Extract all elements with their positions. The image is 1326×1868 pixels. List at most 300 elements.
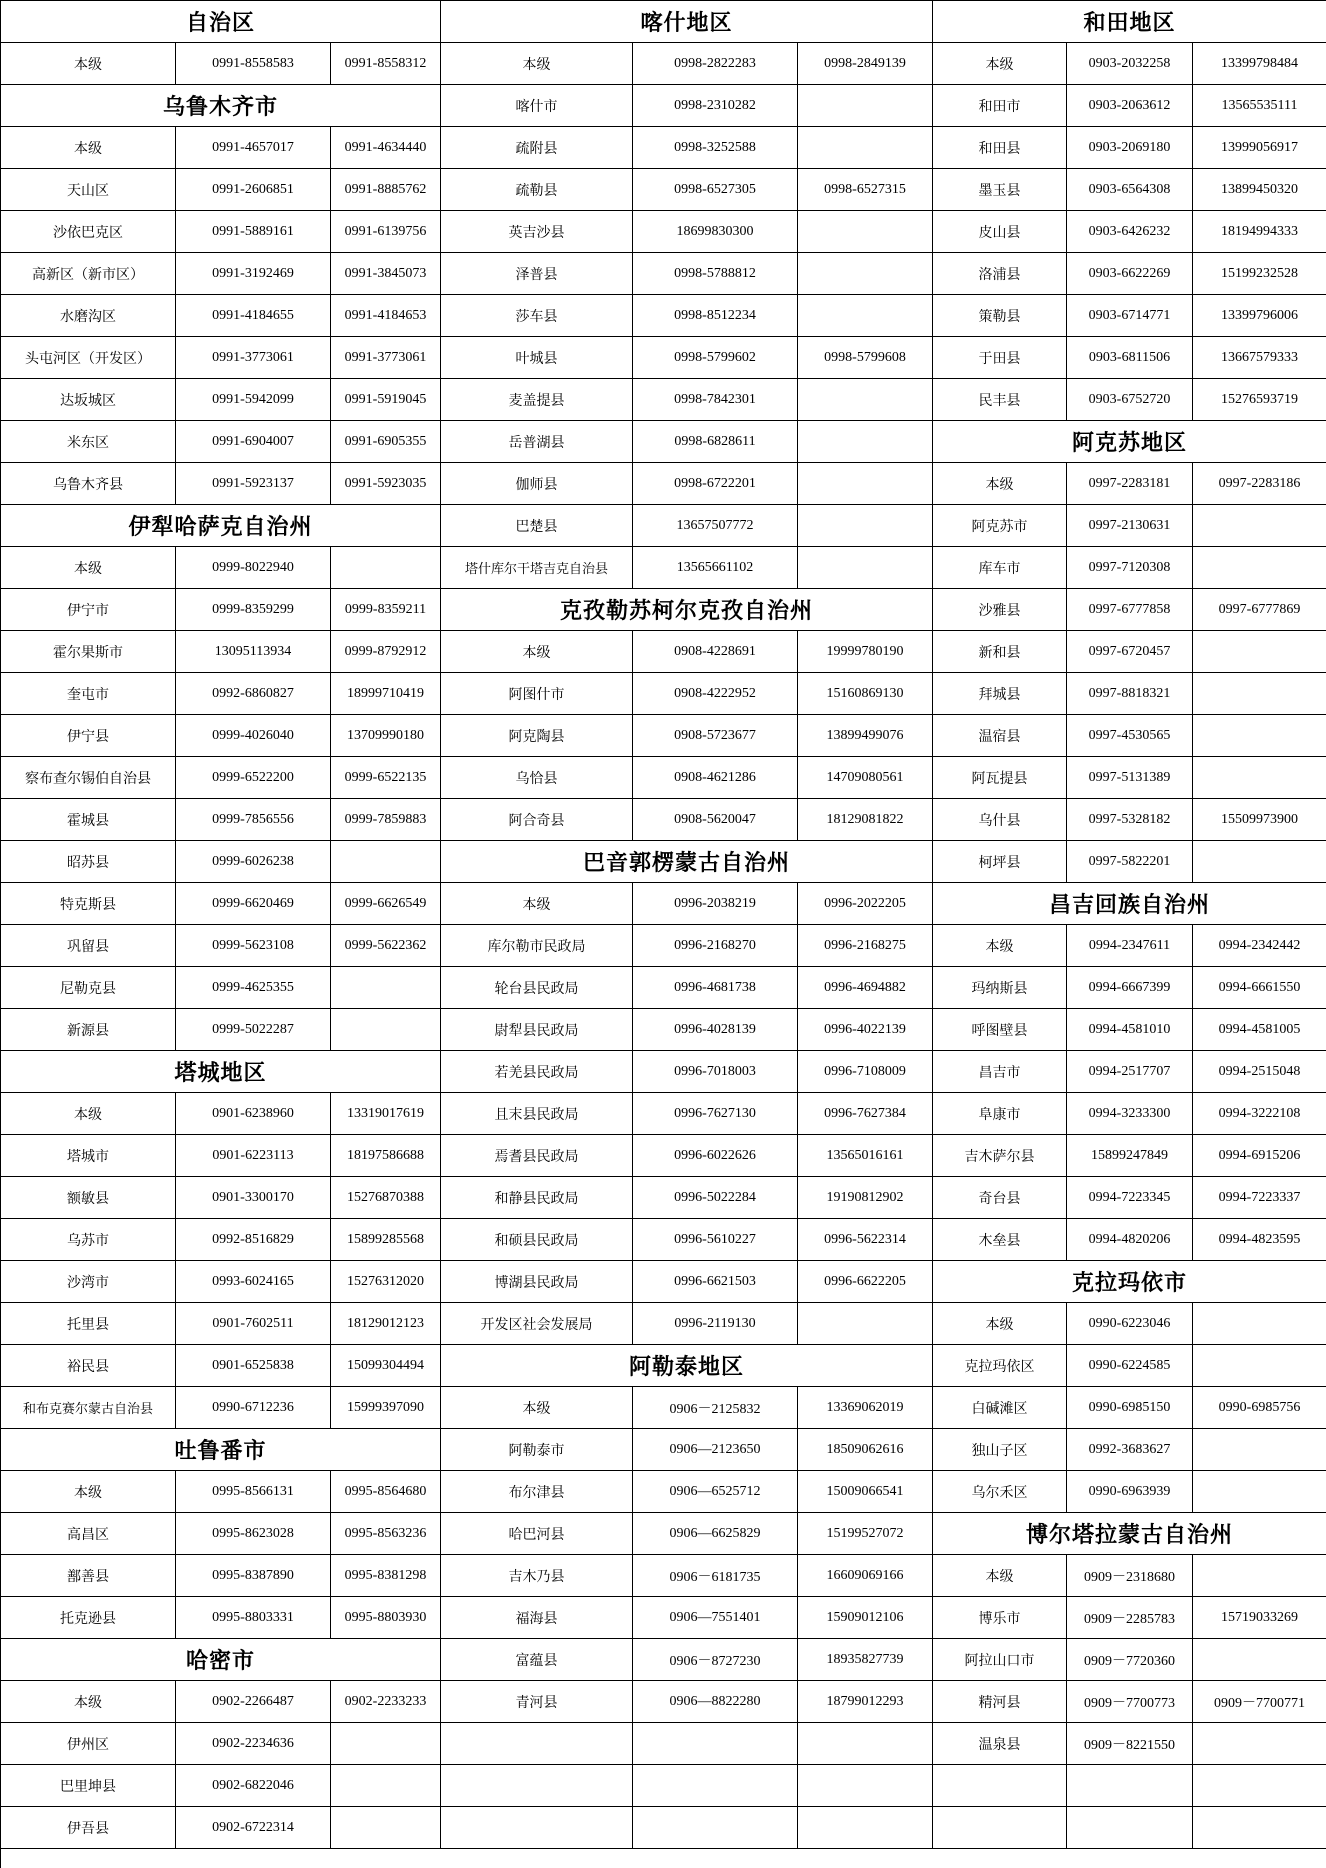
alt-phone-cell: 15719033269 xyxy=(1193,1597,1326,1639)
unit-name-cell: 克拉玛依区 xyxy=(933,1345,1067,1387)
unit-name-cell: 阿瓦提县 xyxy=(933,757,1067,799)
unit-name-cell: 博湖县民政局 xyxy=(441,1261,633,1303)
section-header: 哈密市 xyxy=(1,1639,441,1681)
unit-name-cell: 博乐市 xyxy=(933,1597,1067,1639)
phone-cell: 0999-4625355 xyxy=(176,967,331,1009)
phone-cell: 0999-6522200 xyxy=(176,757,331,799)
phone-cell: 0998-5799602 xyxy=(633,337,798,379)
unit-name-cell: 本级 xyxy=(441,883,633,925)
unit-name-cell: 巴楚县 xyxy=(441,505,633,547)
unit-name-cell: 塔什库尔干塔吉克自治县 xyxy=(441,547,633,589)
alt-phone-cell: 0994-6661550 xyxy=(1193,967,1326,1009)
phone-cell: 0991-5889161 xyxy=(176,211,331,253)
alt-phone-cell xyxy=(798,379,933,421)
phone-cell: 0996-2119130 xyxy=(633,1303,798,1345)
phone-cell: 0991-8558583 xyxy=(176,43,331,85)
alt-phone-cell: 13899450320 xyxy=(1193,169,1326,211)
unit-name-cell: 富蕴县 xyxy=(441,1639,633,1681)
phone-cell: 0999-5022287 xyxy=(176,1009,331,1051)
unit-name-cell: 本级 xyxy=(1,43,176,85)
phone-cell: 0903-2063612 xyxy=(1067,85,1193,127)
phone-cell: 0990-6223046 xyxy=(1067,1303,1193,1345)
unit-name-cell: 疏附县 xyxy=(441,127,633,169)
unit-name-cell: 新源县 xyxy=(1,1009,176,1051)
section-header: 昌吉回族自治州 xyxy=(933,883,1326,925)
phone-cell: 0998-8512234 xyxy=(633,295,798,337)
alt-phone-cell: 0991-3773061 xyxy=(331,337,441,379)
phone-cell xyxy=(1067,1807,1193,1849)
unit-name-cell: 本级 xyxy=(1,127,176,169)
unit-name-cell: 库尔勒市民政局 xyxy=(441,925,633,967)
unit-name-cell: 额敏县 xyxy=(1,1177,176,1219)
alt-phone-cell: 15276870388 xyxy=(331,1177,441,1219)
alt-phone-cell: 0991-4184653 xyxy=(331,295,441,337)
unit-name-cell: 伊宁县 xyxy=(1,715,176,757)
alt-phone-cell: 13369062019 xyxy=(798,1387,933,1429)
alt-phone-cell: 15509973900 xyxy=(1193,799,1326,841)
alt-phone-cell: 0991-8885762 xyxy=(331,169,441,211)
phone-cell: 0909－7700773 xyxy=(1067,1681,1193,1723)
alt-phone-cell: 0909－7700771 xyxy=(1193,1681,1326,1723)
unit-name-cell: 伽师县 xyxy=(441,463,633,505)
unit-name-cell: 本级 xyxy=(1,1471,176,1513)
section-header: 阿克苏地区 xyxy=(933,421,1326,463)
alt-phone-cell xyxy=(331,547,441,589)
unit-name-cell: 天山区 xyxy=(1,169,176,211)
unit-name-cell: 本级 xyxy=(1,1093,176,1135)
unit-name-cell: 本级 xyxy=(933,925,1067,967)
alt-phone-cell xyxy=(331,1009,441,1051)
phone-cell: 0902-2234636 xyxy=(176,1723,331,1765)
unit-name-cell: 伊宁市 xyxy=(1,589,176,631)
alt-phone-cell: 0996-4022139 xyxy=(798,1009,933,1051)
alt-phone-cell: 0999-8792912 xyxy=(331,631,441,673)
alt-phone-cell: 0994-7223337 xyxy=(1193,1177,1326,1219)
unit-name-cell: 呼图壁县 xyxy=(933,1009,1067,1051)
alt-phone-cell: 0991-5923035 xyxy=(331,463,441,505)
alt-phone-cell: 13399796006 xyxy=(1193,295,1326,337)
alt-phone-cell: 0995-8803930 xyxy=(331,1597,441,1639)
unit-name-cell: 吉木萨尔县 xyxy=(933,1135,1067,1177)
unit-name-cell: 乌恰县 xyxy=(441,757,633,799)
unit-name-cell: 阜康市 xyxy=(933,1093,1067,1135)
phone-cell: 0906—2123650 xyxy=(633,1429,798,1471)
phone-cell: 0997-6720457 xyxy=(1067,631,1193,673)
alt-phone-cell xyxy=(798,253,933,295)
unit-name-cell: 塔城市 xyxy=(1,1135,176,1177)
unit-name-cell: 疏勒县 xyxy=(441,169,633,211)
phone-cell: 0997-7120308 xyxy=(1067,547,1193,589)
unit-name-cell: 头屯河区（开发区） xyxy=(1,337,176,379)
alt-phone-cell: 13319017619 xyxy=(331,1093,441,1135)
unit-name-cell: 本级 xyxy=(1,547,176,589)
phone-cell: 0997-8818321 xyxy=(1067,673,1193,715)
phone-cell: 0999-8359299 xyxy=(176,589,331,631)
alt-phone-cell xyxy=(331,1723,441,1765)
alt-phone-cell: 18194994333 xyxy=(1193,211,1326,253)
unit-name-cell: 皮山县 xyxy=(933,211,1067,253)
phone-cell: 0902-2266487 xyxy=(176,1681,331,1723)
alt-phone-cell xyxy=(1193,673,1326,715)
phone-cell: 0991-5942099 xyxy=(176,379,331,421)
phone-cell xyxy=(633,1765,798,1807)
alt-phone-cell: 0902-2233233 xyxy=(331,1681,441,1723)
alt-phone-cell: 0995-8381298 xyxy=(331,1555,441,1597)
phone-cell: 0908-4621286 xyxy=(633,757,798,799)
phone-cell: 0994-6667399 xyxy=(1067,967,1193,1009)
unit-name-cell: 乌尔禾区 xyxy=(933,1471,1067,1513)
phone-cell: 0997-5822201 xyxy=(1067,841,1193,883)
phone-cell: 0903-6714771 xyxy=(1067,295,1193,337)
unit-name-cell xyxy=(441,1765,633,1807)
alt-phone-cell: 0996-7627384 xyxy=(798,1093,933,1135)
phone-cell: 0901-6223113 xyxy=(176,1135,331,1177)
unit-name-cell: 布尔津县 xyxy=(441,1471,633,1513)
phone-cell: 0908-5620047 xyxy=(633,799,798,841)
unit-name-cell: 伊州区 xyxy=(1,1723,176,1765)
section-header: 巴音郭楞蒙古自治州 xyxy=(441,841,933,883)
phone-cell: 0997-2283181 xyxy=(1067,463,1193,505)
unit-name-cell: 奎屯市 xyxy=(1,673,176,715)
section-header: 喀什地区 xyxy=(441,1,933,43)
section-header: 克孜勒苏柯尔克孜自治州 xyxy=(441,589,933,631)
unit-name-cell: 昌吉市 xyxy=(933,1051,1067,1093)
alt-phone-cell: 18935827739 xyxy=(798,1639,933,1681)
phone-cell: 0903-6811506 xyxy=(1067,337,1193,379)
phone-cell xyxy=(633,1723,798,1765)
alt-phone-cell xyxy=(1193,1807,1326,1849)
alt-phone-cell: 16609069166 xyxy=(798,1555,933,1597)
alt-phone-cell xyxy=(798,1765,933,1807)
phone-cell: 0994-7223345 xyxy=(1067,1177,1193,1219)
unit-name-cell: 于田县 xyxy=(933,337,1067,379)
alt-phone-cell: 0990-6985756 xyxy=(1193,1387,1326,1429)
phone-cell: 0998-6722201 xyxy=(633,463,798,505)
alt-phone-cell: 18129012123 xyxy=(331,1303,441,1345)
unit-name-cell: 福海县 xyxy=(441,1597,633,1639)
alt-phone-cell xyxy=(1193,631,1326,673)
phone-cell xyxy=(1067,1765,1193,1807)
unit-name-cell: 阿合奇县 xyxy=(441,799,633,841)
alt-phone-cell xyxy=(1193,1639,1326,1681)
phone-cell: 0998-3252588 xyxy=(633,127,798,169)
section-header: 乌鲁木齐市 xyxy=(1,85,441,127)
alt-phone-cell: 0994-2342442 xyxy=(1193,925,1326,967)
alt-phone-cell xyxy=(331,967,441,1009)
phone-cell: 0991-2606851 xyxy=(176,169,331,211)
phone-cell: 0998-6527305 xyxy=(633,169,798,211)
unit-name-cell xyxy=(441,1807,633,1849)
alt-phone-cell: 0996-6622205 xyxy=(798,1261,933,1303)
alt-phone-cell: 15276312020 xyxy=(331,1261,441,1303)
alt-phone-cell: 0996-5622314 xyxy=(798,1219,933,1261)
phone-cell: 0903-6752720 xyxy=(1067,379,1193,421)
unit-name-cell: 鄯善县 xyxy=(1,1555,176,1597)
phone-cell: 0908-4222952 xyxy=(633,673,798,715)
phone-cell: 0995-8623028 xyxy=(176,1513,331,1555)
phone-cell: 0999-4026040 xyxy=(176,715,331,757)
phone-cell: 0906－6181735 xyxy=(633,1555,798,1597)
alt-phone-cell: 0999-6522135 xyxy=(331,757,441,799)
alt-phone-cell: 15199232528 xyxy=(1193,253,1326,295)
unit-name-cell: 本级 xyxy=(1,1681,176,1723)
alt-phone-cell: 14709080561 xyxy=(798,757,933,799)
unit-name-cell: 焉耆县民政局 xyxy=(441,1135,633,1177)
alt-phone-cell xyxy=(798,505,933,547)
unit-name-cell: 托里县 xyxy=(1,1303,176,1345)
unit-name-cell: 乌什县 xyxy=(933,799,1067,841)
unit-name-cell: 察布查尔锡伯自治县 xyxy=(1,757,176,799)
unit-name-cell: 轮台县民政局 xyxy=(441,967,633,1009)
unit-name-cell: 温泉县 xyxy=(933,1723,1067,1765)
unit-name-cell: 奇台县 xyxy=(933,1177,1067,1219)
section-header: 吐鲁番市 xyxy=(1,1429,441,1471)
alt-phone-cell xyxy=(798,1303,933,1345)
alt-phone-cell: 13899499076 xyxy=(798,715,933,757)
alt-phone-cell xyxy=(1193,1429,1326,1471)
phone-cell: 0999-8022940 xyxy=(176,547,331,589)
unit-name-cell: 阿勒泰市 xyxy=(441,1429,633,1471)
phone-cell: 0908-4228691 xyxy=(633,631,798,673)
phone-cell: 0901-3300170 xyxy=(176,1177,331,1219)
unit-name-cell: 本级 xyxy=(441,43,633,85)
unit-name-cell: 高新区（新市区） xyxy=(1,253,176,295)
unit-name-cell: 尉犁县民政局 xyxy=(441,1009,633,1051)
alt-phone-cell: 15009066541 xyxy=(798,1471,933,1513)
phone-cell: 0902-6822046 xyxy=(176,1765,331,1807)
phone-cell: 0906—6625829 xyxy=(633,1513,798,1555)
unit-name-cell: 和静县民政局 xyxy=(441,1177,633,1219)
phone-cell: 0992-3683627 xyxy=(1067,1429,1193,1471)
alt-phone-cell xyxy=(1193,1345,1326,1387)
unit-name-cell: 若羌县民政局 xyxy=(441,1051,633,1093)
phone-cell: 0997-4530565 xyxy=(1067,715,1193,757)
unit-name-cell: 昭苏县 xyxy=(1,841,176,883)
alt-phone-cell xyxy=(798,1807,933,1849)
alt-phone-cell xyxy=(1193,757,1326,799)
unit-name-cell: 达坂城区 xyxy=(1,379,176,421)
phone-cell: 0996-6621503 xyxy=(633,1261,798,1303)
alt-phone-cell: 0991-3845073 xyxy=(331,253,441,295)
alt-phone-cell: 0991-5919045 xyxy=(331,379,441,421)
phone-cell: 0906—7551401 xyxy=(633,1597,798,1639)
alt-phone-cell: 0991-8558312 xyxy=(331,43,441,85)
section-header: 和田地区 xyxy=(933,1,1326,43)
phone-cell: 0994-2517707 xyxy=(1067,1051,1193,1093)
alt-phone-cell: 15909012106 xyxy=(798,1597,933,1639)
unit-name-cell: 沙湾市 xyxy=(1,1261,176,1303)
alt-phone-cell: 18197586688 xyxy=(331,1135,441,1177)
phone-cell: 13565661102 xyxy=(633,547,798,589)
alt-phone-cell: 0999-5622362 xyxy=(331,925,441,967)
unit-name-cell: 墨玉县 xyxy=(933,169,1067,211)
alt-phone-cell xyxy=(331,1765,441,1807)
alt-phone-cell: 0999-7859883 xyxy=(331,799,441,841)
phone-cell: 0908-5723677 xyxy=(633,715,798,757)
phone-cell: 0906—6525712 xyxy=(633,1471,798,1513)
alt-phone-cell: 15099304494 xyxy=(331,1345,441,1387)
alt-phone-cell: 19190812902 xyxy=(798,1177,933,1219)
alt-phone-cell: 18799012293 xyxy=(798,1681,933,1723)
unit-name-cell: 尼勒克县 xyxy=(1,967,176,1009)
alt-phone-cell: 0999-8359211 xyxy=(331,589,441,631)
phone-cell: 0997-5131389 xyxy=(1067,757,1193,799)
unit-name-cell: 水磨沟区 xyxy=(1,295,176,337)
phone-cell: 0998-6828611 xyxy=(633,421,798,463)
unit-name-cell: 库车市 xyxy=(933,547,1067,589)
unit-name-cell: 吉木乃县 xyxy=(441,1555,633,1597)
phone-cell: 0998-2822283 xyxy=(633,43,798,85)
unit-name-cell: 阿克陶县 xyxy=(441,715,633,757)
phone-cell: 0998-7842301 xyxy=(633,379,798,421)
alt-phone-cell: 0994-3222108 xyxy=(1193,1093,1326,1135)
unit-name-cell: 独山子区 xyxy=(933,1429,1067,1471)
phone-cell: 0994-3233300 xyxy=(1067,1093,1193,1135)
unit-name-cell: 和田市 xyxy=(933,85,1067,127)
phone-cell: 0991-6904007 xyxy=(176,421,331,463)
phone-cell: 0901-7602511 xyxy=(176,1303,331,1345)
alt-phone-cell: 13667579333 xyxy=(1193,337,1326,379)
alt-phone-cell: 19999780190 xyxy=(798,631,933,673)
phone-cell: 0991-3192469 xyxy=(176,253,331,295)
unit-name-cell: 巴里坤县 xyxy=(1,1765,176,1807)
unit-name-cell: 策勒县 xyxy=(933,295,1067,337)
alt-phone-cell xyxy=(1193,1555,1326,1597)
unit-name-cell: 叶城县 xyxy=(441,337,633,379)
phone-cell: 0909－8221550 xyxy=(1067,1723,1193,1765)
unit-name-cell: 精河县 xyxy=(933,1681,1067,1723)
phone-cell: 0906－2125832 xyxy=(633,1387,798,1429)
unit-name-cell: 和布克赛尔蒙古自治县 xyxy=(1,1387,176,1429)
phone-cell: 0998-5788812 xyxy=(633,253,798,295)
phone-cell: 0997-6777858 xyxy=(1067,589,1193,631)
unit-name-cell: 泽普县 xyxy=(441,253,633,295)
unit-name-cell: 莎车县 xyxy=(441,295,633,337)
unit-name-cell: 沙依巴克区 xyxy=(1,211,176,253)
alt-phone-cell: 18129081822 xyxy=(798,799,933,841)
unit-name-cell: 英吉沙县 xyxy=(441,211,633,253)
alt-phone-cell xyxy=(1193,547,1326,589)
unit-name-cell: 巩留县 xyxy=(1,925,176,967)
alt-phone-cell xyxy=(1193,841,1326,883)
unit-name-cell: 青河县 xyxy=(441,1681,633,1723)
alt-phone-cell: 0994-2515048 xyxy=(1193,1051,1326,1093)
alt-phone-cell xyxy=(798,127,933,169)
section-header: 博尔塔拉蒙古自治州 xyxy=(933,1513,1326,1555)
unit-name-cell: 民丰县 xyxy=(933,379,1067,421)
alt-phone-cell: 0996-2022205 xyxy=(798,883,933,925)
phone-cell: 0999-7856556 xyxy=(176,799,331,841)
alt-phone-cell: 15899285568 xyxy=(331,1219,441,1261)
phone-cell: 0994-4581010 xyxy=(1067,1009,1193,1051)
alt-phone-cell: 0994-4823595 xyxy=(1193,1219,1326,1261)
unit-name-cell: 米东区 xyxy=(1,421,176,463)
phone-cell: 0992-6860827 xyxy=(176,673,331,715)
alt-phone-cell: 18509062616 xyxy=(798,1429,933,1471)
unit-name-cell: 沙雅县 xyxy=(933,589,1067,631)
unit-name-cell: 阿图什市 xyxy=(441,673,633,715)
phone-cell: 0903-6622269 xyxy=(1067,253,1193,295)
unit-name-cell: 白碱滩区 xyxy=(933,1387,1067,1429)
unit-name-cell: 和田县 xyxy=(933,127,1067,169)
phone-cell: 0990-6985150 xyxy=(1067,1387,1193,1429)
phone-cell: 0996-7018003 xyxy=(633,1051,798,1093)
phone-cell xyxy=(633,1807,798,1849)
alt-phone-cell xyxy=(1193,1471,1326,1513)
unit-name-cell: 新和县 xyxy=(933,631,1067,673)
alt-phone-cell xyxy=(798,85,933,127)
unit-name-cell: 温宿县 xyxy=(933,715,1067,757)
alt-phone-cell: 13399798484 xyxy=(1193,43,1326,85)
phone-cell: 0901-6238960 xyxy=(176,1093,331,1135)
unit-name-cell xyxy=(933,1765,1067,1807)
phone-cell: 0995-8566131 xyxy=(176,1471,331,1513)
phone-cell: 0997-5328182 xyxy=(1067,799,1193,841)
alt-phone-cell: 0995-8564680 xyxy=(331,1471,441,1513)
unit-name-cell: 玛纳斯县 xyxy=(933,967,1067,1009)
phone-cell: 0999-5623108 xyxy=(176,925,331,967)
unit-name-cell: 霍尔果斯市 xyxy=(1,631,176,673)
unit-name-cell: 阿拉山口市 xyxy=(933,1639,1067,1681)
alt-phone-cell xyxy=(798,463,933,505)
phone-cell: 0996-4028139 xyxy=(633,1009,798,1051)
phone-cell: 0996-6022626 xyxy=(633,1135,798,1177)
alt-phone-cell: 0998-6527315 xyxy=(798,169,933,211)
phone-cell: 0995-8803331 xyxy=(176,1597,331,1639)
unit-name-cell: 木垒县 xyxy=(933,1219,1067,1261)
alt-phone-cell: 13565016161 xyxy=(798,1135,933,1177)
alt-phone-cell: 15160869130 xyxy=(798,673,933,715)
unit-name-cell: 本级 xyxy=(933,43,1067,85)
alt-phone-cell: 0991-6905355 xyxy=(331,421,441,463)
alt-phone-cell: 15999397090 xyxy=(331,1387,441,1429)
alt-phone-cell xyxy=(1193,1765,1326,1807)
alt-phone-cell xyxy=(1193,505,1326,547)
phone-cell: 0991-4657017 xyxy=(176,127,331,169)
phone-cell: 0999-6620469 xyxy=(176,883,331,925)
unit-name-cell: 和硕县民政局 xyxy=(441,1219,633,1261)
section-header: 塔城地区 xyxy=(1,1051,441,1093)
alt-phone-cell: 0991-6139756 xyxy=(331,211,441,253)
unit-name-cell: 特克斯县 xyxy=(1,883,176,925)
alt-phone-cell xyxy=(798,295,933,337)
alt-phone-cell: 0995-8563236 xyxy=(331,1513,441,1555)
alt-phone-cell xyxy=(331,841,441,883)
phone-cell: 0909－7720360 xyxy=(1067,1639,1193,1681)
alt-phone-cell: 0998-5799608 xyxy=(798,337,933,379)
phone-cell: 0990-6712236 xyxy=(176,1387,331,1429)
unit-name-cell: 洛浦县 xyxy=(933,253,1067,295)
alt-phone-cell: 18999710419 xyxy=(331,673,441,715)
alt-phone-cell: 0997-2283186 xyxy=(1193,463,1326,505)
phone-cell: 0901-6525838 xyxy=(176,1345,331,1387)
alt-phone-cell: 0991-4634440 xyxy=(331,127,441,169)
phone-cell: 0990-6224585 xyxy=(1067,1345,1193,1387)
unit-name-cell: 哈巴河县 xyxy=(441,1513,633,1555)
phone-cell: 0906—8822280 xyxy=(633,1681,798,1723)
unit-name-cell: 乌苏市 xyxy=(1,1219,176,1261)
phone-cell: 0996-2038219 xyxy=(633,883,798,925)
phone-cell: 0991-4184655 xyxy=(176,295,331,337)
unit-name-cell: 霍城县 xyxy=(1,799,176,841)
phone-cell: 0903-6426232 xyxy=(1067,211,1193,253)
unit-name-cell: 柯坪县 xyxy=(933,841,1067,883)
unit-name-cell: 且末县民政局 xyxy=(441,1093,633,1135)
phone-cell: 0994-4820206 xyxy=(1067,1219,1193,1261)
unit-name-cell: 伊吾县 xyxy=(1,1807,176,1849)
section-header: 自治区 xyxy=(1,1,441,43)
alt-phone-cell: 13565535111 xyxy=(1193,85,1326,127)
